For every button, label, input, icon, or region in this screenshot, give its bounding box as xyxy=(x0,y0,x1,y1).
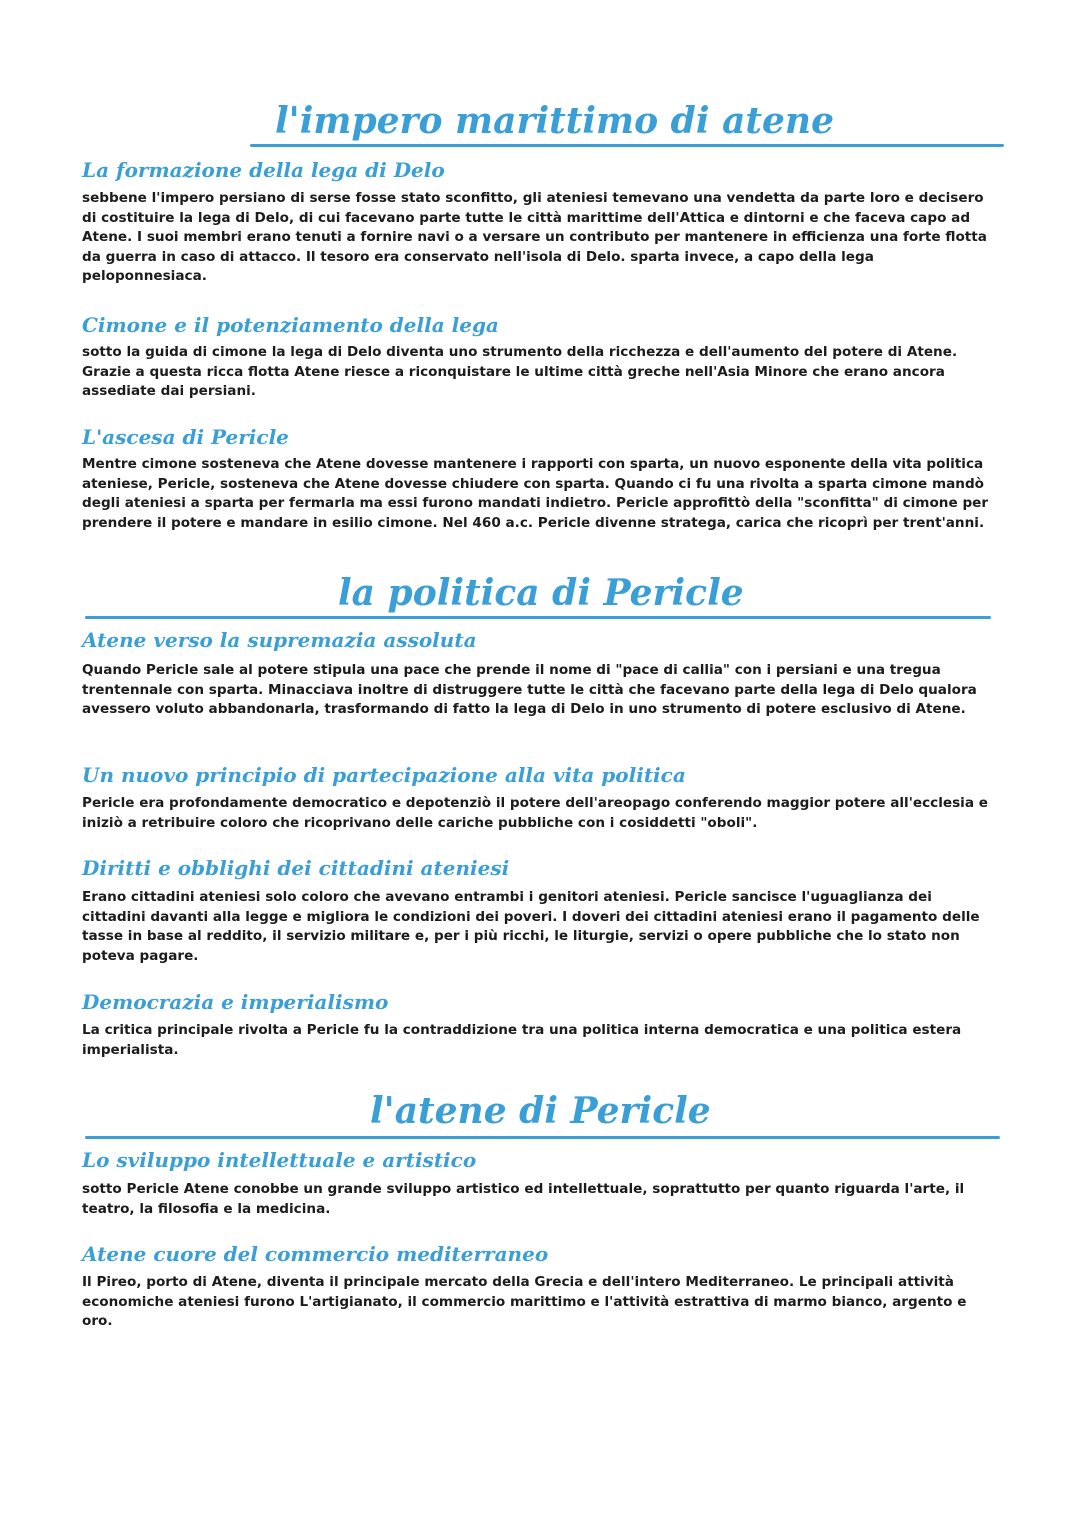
subsection-text: Mentre cimone sosteneva che Atene dovesse mantenere i rapporti con sparta, un nuovo esponente della vita politica ateniese, Pericle, sosteneva che Atene dovesse chiudere con sparta. Quando ci fu una rivolta a sparta cimone mandò degli ateniesi a sparta per fermarla ma essi furono mandati indietro. Pericle approfittò della "sconfitta" di cimone per prendere il potere e mandare in esilio cimone. Nel 460 a.c. Pericle divenne stratega, carica che ricoprì per trent'anni. xyxy=(82,456,989,531)
section-divider xyxy=(85,616,991,619)
section-title: l'atene di Pericle xyxy=(370,1090,711,1132)
subsection-heading: Democrazia e imperialismo xyxy=(82,990,389,1014)
subsection-heading: Atene cuore del commercio mediterraneo xyxy=(82,1242,549,1266)
subsection-heading: La formazione della lega di Delo xyxy=(82,158,445,182)
subsection-text: Quando Pericle sale al potere stipula una pace che prende il nome di "pace di callia" con i persiani e una tregua trentennale con sparta. Minacciava inoltre di distruggere tutte le città che facevano parte della lega di Delo qualora avessero voluto abbandonarla, trasformando di fatto la lega di Delo in uno strumento di potere esclusivo di Atene. xyxy=(82,662,977,717)
subsection-text: Pericle era profondamente democratico e depotenziò il potere dell'areopago conferendo maggior potere all'ecclesia e iniziò a retribuire coloro che ricoprivano delle cariche pubbliche con i cosiddetti "oboli". xyxy=(82,795,988,831)
subsection-text: Erano cittadini ateniesi solo coloro che avevano entrambi i genitori ateniesi. Pericle sancisce l'uguaglianza dei cittadini davanti alla legge e migliora le condizioni dei poveri. I doveri dei cittadini ateniesi erano il pagamento delle tasse in base al reddito, il servizio militare e, per i più ricchi, le liturgie, servizi o opere pubbliche che lo stato non poteva pagare. xyxy=(82,889,980,964)
subsection-text: La critica principale rivolta a Pericle fu la contraddizione tra una politica interna democratica e una politica estera imperialista. xyxy=(82,1022,962,1058)
subsection-text: sebbene l'impero persiano di serse fosse stato sconfitto, gli ateniesi temevano una vendetta da parte loro e decisero di costituire la lega di Delo, di cui facevano parte tutte le città marittime dell'Attica e dintorni e che faceva capo ad Atene. I suoi membri erano tenuti a fornire navi o a versare un contributo per mantenere in efficienza una forte flotta da guerra in caso di attacco. Il tesoro era conservato nell'isola di Delo. sparta invece, a capo della lega peloponnesiaca. xyxy=(82,190,987,284)
subsection-heading: Cimone e il potenziamento della lega xyxy=(82,313,499,337)
subsection-text: sotto la guida di cimone la lega di Delo diventa uno strumento della ricchezza e dell'aumento del potere di Atene. Grazie a questa ricca flotta Atene riesce a riconquistare le ultime città greche nell'Asia Minore che erano ancora assediate dai persiani. xyxy=(82,344,958,399)
section-divider xyxy=(85,1136,1000,1139)
subsection-heading: L'ascesa di Pericle xyxy=(82,425,289,449)
section-divider xyxy=(250,144,1004,147)
subsection-text: Il Pireo, porto di Atene, diventa il principale mercato della Grecia e dell'intero Mediterraneo. Le principali attività economiche ateniesi furono L'artigianato, il commercio marittimo e l'attività estrattiva di marmo bianco, argento e oro. xyxy=(82,1274,967,1329)
subsection-heading: Lo sviluppo intellettuale e artistico xyxy=(82,1148,477,1172)
section-title: l'impero marittimo di atene xyxy=(275,100,835,142)
subsection-text: sotto Pericle Atene conobbe un grande sviluppo artistico ed intellettuale, soprattutto per quanto riguarda l'arte, il teatro, la filosofia e la medicina. xyxy=(82,1181,965,1217)
subsection-heading: Diritti e obblighi dei cittadini ateniesi xyxy=(82,856,510,880)
section-title: la politica di Pericle xyxy=(338,572,744,614)
subsection-heading: Un nuovo principio di partecipazione alla vita politica xyxy=(82,763,686,787)
subsection-heading: Atene verso la supremazia assoluta xyxy=(82,628,477,652)
